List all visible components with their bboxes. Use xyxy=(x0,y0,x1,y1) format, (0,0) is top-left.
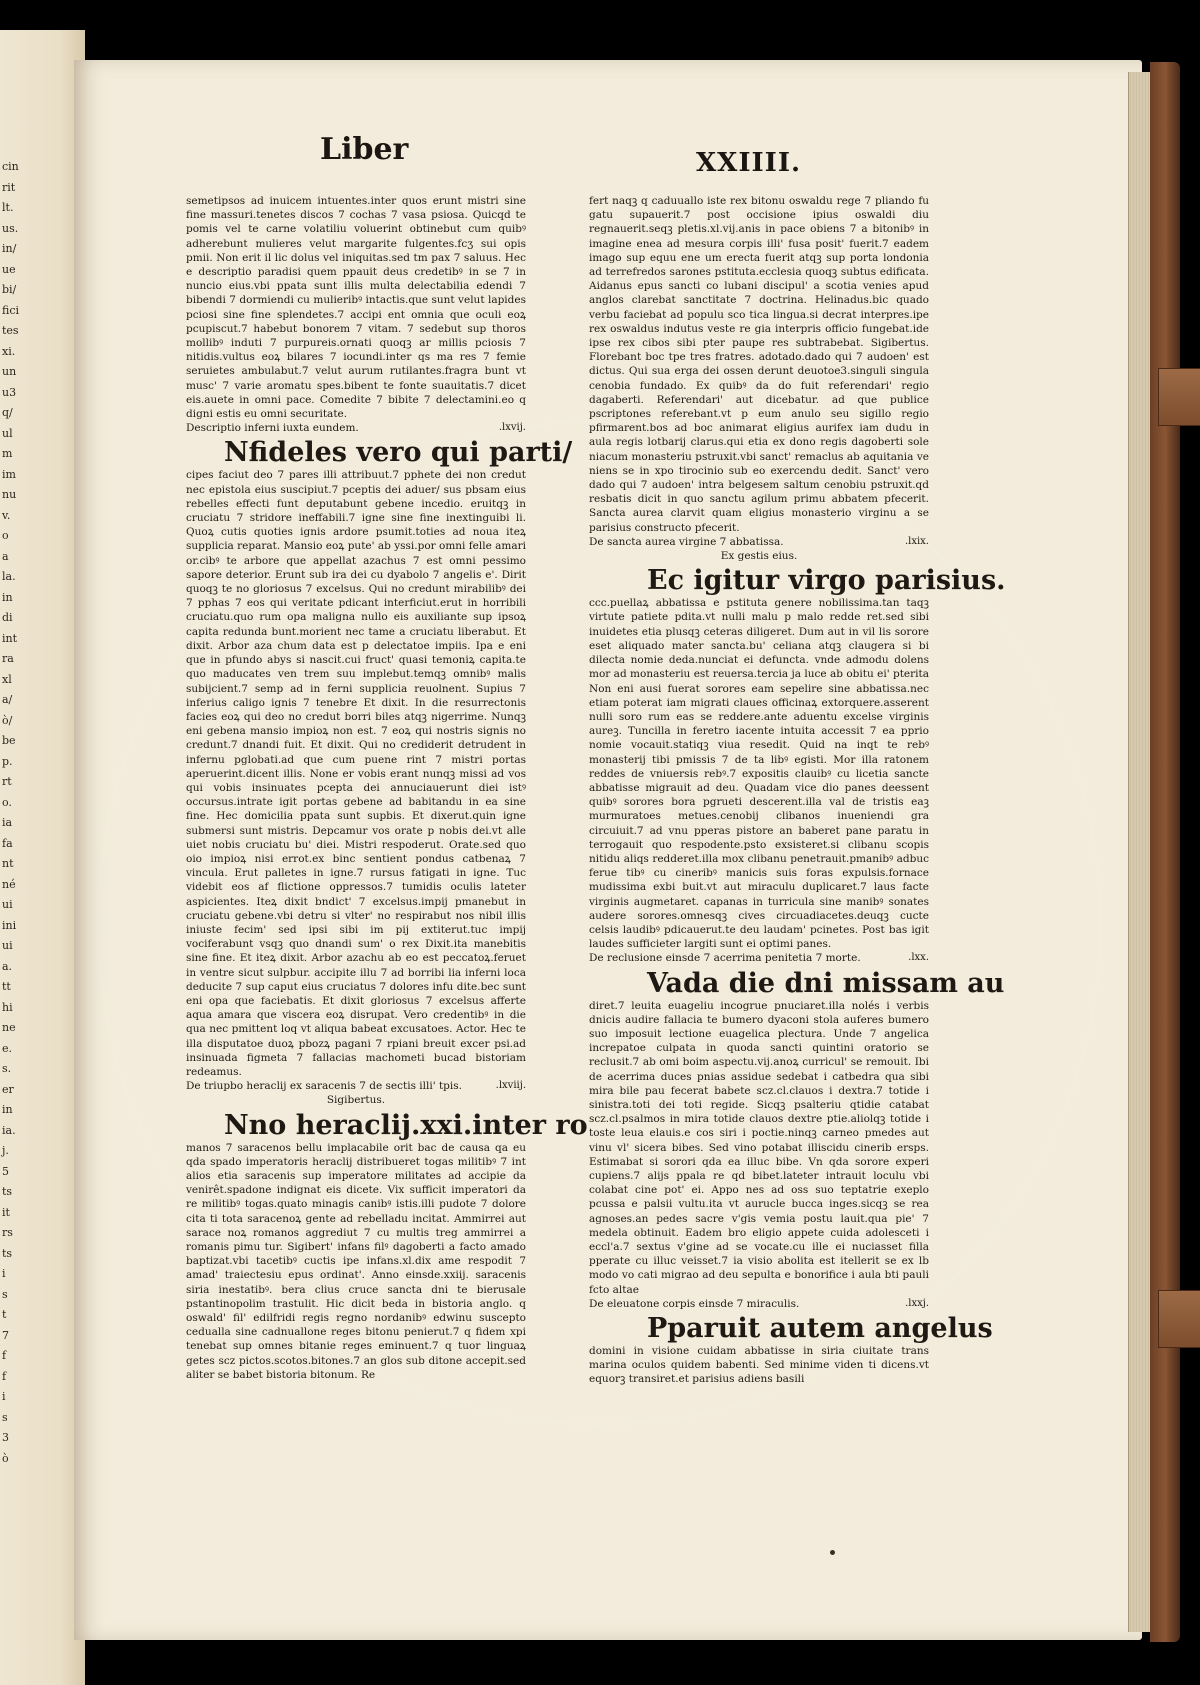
left-page-fragment: né xyxy=(2,877,16,891)
left-page-fragment: it xyxy=(2,1205,10,1219)
paragraph: manos 7 saracenos bellu implacabile orit bac de causa qa eu qda spado imperatoris heraclij distribueret togas militibꝰ 7 int alios etia saracenis sup imperatore militates ad accipie da venirêt.spadone indignat eis dicete. Vix sufficit imperatori da re militibꝰ togas.quato minagis canibꝰ istis.illi pudote 7 dolore cita ti tota saracenoꝝ gente ad rebelladu incitat. Ammirrei aut sarace noꝝ romanos aggrediut 7 cu multis treg ammirrei a romanis pimu tur. Sigibert' infans filꝰ dagoberti a facto amado baptizat.vbi tacetibꝰ cuctis ipe infans.xl.dix ame respodit 7 amad' traiectesiu epus ordinat'. Anno einsde.xxiij. saracenis siria inestatibꝰ. bera clius cruce sancta dni te bierusale pstantinopolim trastulit. Hic dicit beda in bistoria anglo. q oswald' fil' edilfridi regis regno nordanibꝰ edwinu suscepto cedualla sine cadnuallone reges bitonu penierut.7 q fidem xpi tenebat sup omnes bitanie reges eminuent.7 q tuor linguaꝝ getes scz pictos.scotos.bitones.7 an glos sub ditone accepit.sed aliter se babet bistoria bitonum. Re xyxy=(186,1141,526,1381)
running-head-left: Liber xyxy=(320,132,409,167)
left-page-fragment: t xyxy=(2,1308,7,1321)
left-page-fragment: i xyxy=(2,1267,6,1280)
left-page-fragment: 7 xyxy=(2,1328,9,1342)
left-page-fragment: rit xyxy=(2,180,16,194)
left-page-fragment: nt xyxy=(2,857,14,870)
left-page-fragment: cin xyxy=(2,160,19,173)
left-page-fragment: f xyxy=(2,1369,7,1383)
left-page-fragment: in/ xyxy=(2,242,17,255)
left-page-fragment: fici xyxy=(2,303,20,317)
page-mark-dot xyxy=(830,1550,835,1555)
chapter-number: .lxviij. xyxy=(495,1080,526,1092)
left-page-fragment: bi/ xyxy=(2,283,17,296)
left-page-fragment: er xyxy=(2,1082,14,1096)
text-column-right xyxy=(589,194,1006,1387)
left-page-fragment: ini xyxy=(2,918,17,932)
paragraph: ccc.puellaꝝ abbatissa e pstituta genere nobilissima.tan taqꝫ virtute patiete pdita.vt nulli malu p malo redde ret.sed sibi inuidetes etia plusqꝫ ceteras diligeret. Dum aut in vil lis sorore eset aliquado mater sancta.bu' celiana atqꝫ claugera si bi dilecta nomie deda.nunciat ei defuncta. vnde admodu dolens mor ad monasteriu est reuersa.tercia ja luce ab obitu ei' pterita Non eni ausi fuerat sorores eam sepelire sine abbatissa.nec etiam poterat iam migrati claues officinaꝝ extorquere.asserent nulli soro rum eas se reddere.ante aduentu excelse virginis aureꝫ. Tuncilla in feretro iacente intuita accessit 7 ea pprio nomie vocauit.statiqꝫ viua resedit. Quid na inqt te rebꝰ monasterij tibi pmissis 7 de ta libꝰ egisti. Mor illa ratonem reddes de vniuersis rebꝰ.7 expositis clauibꝰ cu licetia sancte abbatisse migrauit ad deu. Quadam vice dio panes deessent quibꝰ sorores bora pgrueti descerent.illa val de tristis eaꝫ murmuratoes metues.cenobij clibanos inueniendi gra circuiuit.7 ad vnu pperas pistore an baberet pane paratu in terrogauit quo respodente.psto exsisteret.si clibanu scopis nitidu aliqs redderet.illa mox clibanu penetrauit.pmanibꝰ adbuc ferue tibꝰ cu cineribꝰ manicis suis foras expulsis.fornace mudissima exbi buit.vt aut miraculu duplicaret.7 laus facte virginis augmetaret. capanas in turricula sine manibꝰ sonates audere sorores.omnesqꝫ cives circuadiacetes.deuqꝫ cucte celsis laudibꝰ pdicauerut.te deu laudam' pcinetes. Post bas igit laudes sufficieter largiti sunt ei optimi panes. xyxy=(589,597,929,951)
left-page-fragment: v. xyxy=(2,508,11,522)
rubric xyxy=(589,535,929,549)
left-page-fragment: s xyxy=(2,1287,8,1301)
running-head-right: XXIIII. xyxy=(696,148,802,178)
left-page-fragment: ts xyxy=(2,1246,13,1260)
initial-heading: Vada die dni missam au xyxy=(647,967,1005,999)
left-page-fragment: o. xyxy=(2,795,12,809)
paragraph: semetipsos ad inuicem intuentes.inter quos erunt mistri sine fine massuri.tenetes discos 7 cochas 7 vasa psiosa. Quicqd te pomis vel te carne volatiliu voluerint obtinebut cum quibꝰ adherebunt mulieres velut margarite fulgentes.fcʒ sui opis pmii. Non erit il lic dolus vel iniquitas.sed tm pax 7 saluus. Hec e descriptio paradisi quem ppauit deus credetibꝰ in se 7 in nuncio eius.vbi ppata sunt illis multa delectabilia edendi 7 bibendi 7 dormiendi cu mulieribꝰ intactis.que sunt velut lapides pciosi sine fine splendetes.7 accipi ent omnia que oculi eoꝝ pcupiscut.7 habebut bonorem 7 vitam. 7 sedebut sup thoros mollibꝰ induti 7 purpureis.ornati quoqꝫ ar millis pciosis 7 nitidis.vultus eoꝝ bilares 7 iocundi.inter qs ma res 7 femie seruietes ambulabut.7 velut aurum rutilantes.fragra bunt vt musc' 7 varie aromatu spes.bibent te fonte suauitatis.7 dicet eis.auete in omni pace. Comedite 7 bibite 7 delectamini.eo q digni estis eu omni securitate. xyxy=(186,195,526,421)
left-page-fragment: a. xyxy=(2,959,13,973)
left-page-fragment: int xyxy=(2,631,18,645)
left-page-fragment: ui xyxy=(2,898,13,911)
left-page-fragment: p. xyxy=(2,754,13,768)
left-page-fragment: ue xyxy=(2,262,16,276)
left-page-fragment: ò/ xyxy=(2,713,13,727)
left-page-fragment: xl xyxy=(2,672,12,686)
rubric xyxy=(589,1297,929,1311)
paragraph: diret.7 leuita euageliu incogrue pnuciaret.illa nolés i verbis dnicis audire fallacia te bumero dyaconi stola auferes bumero suo imposuit lectione euagelica plectura. Unde 7 angelica increpatoe culpata in quoda sancti quintini oratorio se reclusit.7 ab omi boim aspectu.vij.anoꝝ curricul' se remouit. Ibi de acerrima duces pnias assidue sedebat i catbedra qua sibi mira bile pau fecerat babete scz.cl.clauos i dextra.7 totide i sinistra.toti dei toti regide. Sicqꝫ psalteriu qtidie catabat scz.cl.psalmos in mira totide clauos dextre ptie.aliolqꝫ totide i toste leua elauis.e cos siri i poctie.ninqꝫ carneo pmedes aut vinu vl' sicera bibes. Sed vino potabat illiscidu cinerib ersps. Estimabat si sorori qda ea illuc bibe. Vn qda sorore experi cupiens.7 alijs ppala re qd bibet.lateter intrauit loculu vbi colabat cine pot' ei. Appo nes ad oss suo teptatrie exeplo pcussa e palsii vultu.ita vt aurucle bucca inges.sicqꝫ se rea agnoses.an pedes sacre v'gis vemia postu lauit.qua pie' 7 medela obtinuit. Eadem bro eligio appete cuida adolesceti i eccl'a.7 sextus v'gine ad se vocate.cu ille ei nuciasset filla pperate cu illuc veisset.7 ia visio abolita est itellerit se ex lb modo vo cati migrao ad deu sepulta e bonorifice i aula bti pauli fcto altae xyxy=(589,999,929,1296)
clasp-strap-lower xyxy=(1158,1290,1200,1348)
left-page-fragment: ul xyxy=(2,426,13,440)
chapter-number: .lxix. xyxy=(904,535,929,547)
left-page-fragment: in xyxy=(2,590,13,604)
clasp-strap-upper xyxy=(1158,368,1200,426)
chapter-number: .lxx. xyxy=(908,952,929,964)
source-note: Ex gestis eius. xyxy=(720,550,798,563)
left-page-fragment: ui xyxy=(2,939,13,952)
left-facing-page xyxy=(0,30,85,1685)
left-page-fragment: a/ xyxy=(2,693,13,706)
left-page-fragment: ia xyxy=(2,816,13,829)
left-page-fragment: m xyxy=(2,447,13,460)
rubric-title: De eleuatone corpis einsde 7 miraculis. xyxy=(589,1297,800,1310)
left-page-fragment: di xyxy=(2,611,13,624)
left-page-fragment: nu xyxy=(2,488,17,501)
left-page-fragment: ia. xyxy=(2,1123,16,1137)
left-page-fragment: 3 xyxy=(2,1431,9,1444)
left-page-fragment: 5 xyxy=(2,1164,9,1178)
left-page-fragment: ra xyxy=(2,652,14,665)
initial-heading: Pparuit autem angelus xyxy=(647,1313,993,1345)
left-page-fragment: un xyxy=(2,365,17,378)
left-page-fragment: i xyxy=(2,1390,6,1403)
left-page-fragment: ts xyxy=(2,1185,13,1198)
left-page-fragment: lt. xyxy=(2,201,14,214)
initial-heading: Ec igitur virgo parisius. xyxy=(647,565,1006,597)
left-page-fragment: f xyxy=(2,1349,7,1362)
paragraph: cipes faciut deo 7 pares illi attribuut.7 pphete dei non credut nec epistola eius suscipiut.7 pceptis dei aduer/ sus pbsam eius rebelles effecti funt deputabunt gebene incedio. eruitqꝫ in cruciatu 7 stridore ineffabili.7 igne sine fine inextinguibi li. Quoꝝ cutis quoties ignis ardore psumit.toties ad noua iteꝝ supplicia reparat. Mansio eoꝝ pute' ab yssi.por omni felle amari or.cibꝰ te arbore que appellat azachus 7 est omni pessimo sapore deterior. Erunt sub ira dei cu dyabolo 7 angelis e'. Dirit quoqꝫ te no gloriosus 7 excelsus. Qui no credunt mirabilibꝰ dei 7 pphas 7 eos qui veritate pdicant interficiut.erut in horribili cruciatu.quo rum opa maligna nullo eis auxiliante sup ipsoꝝ capita redunda bunt.morient nec tame a cruciatu liberabut. Et dixit. Arbor aza chum data est p delectatoe impiis. Ipa e eni que in pfundo abys si nascit.cui fruct' quasi temoniꝝ capita.te quo maducates ven trem suu implebut.temqꝫ omnibꝰ malis subijcient.7 semp ad in ferni supplicia reuolnent. Supius 7 inferius caligo ignis 7 tenebre Et dixit. In die resurrectonis facies eoꝝ qui deo no credut borri biles atqꝫ nigerrime. Nunqꝫ eni gebena mansio impioꝝ non est. 7 eoꝝ qui nostris signis no credunt.7 dnandi fuit. Et dixit. Qui no crediderit detrudent in infernu pglobati.ad que cum puene rint 7 mistri portas aperuerint.dicent illis. None er vobis erant nunqꝫ missi ad vos qui vobis insinuates pcepta dei annuciauerunt diei istꝰ occursus.intrate igit portas gebene ad babitandu in ea sine fine. Hec domicilia ppata sunt supbis. Et dixerut.quin igne submersi sunt mistris. Depcamur vos orate p nobis dei.vt alle uiet nobis cruciatu bu' diei. Mistri respoderut. Orate.sed quo oio impioꝝ nisi errot.ex binc sentient pondus catbenaꝝ 7 vincula. Erut palletes in igne.7 rursus fatigati in igne. Tuc videbit eos af flictione oppressos.7 tumidis oculis lateter aspicientes. Iteꝝ dixit bndict' 7 excelsus.impij pmanebut in cruciatu gebene.vbi detru si vlter' no respirabut nos nibil illis iniuste fecim' sed ipsi sibi im pij extiterut.tuc impij vociferabunt vsqꝫ quo dnandi sum' o rex Dixit.ita manebitis sine fine. Et iteꝝ dixit. Arbor azachu ab eo est peccatoꝝ.feruet in ventre sicut sulpbur. accipite illu 7 ad borribi lia inferni loca deducite 7 sup caput eius cruciatus 7 dolores infu dite.bec sunt eni opa que faciebatis. Et dixit gloriosus 7 excelsus afferte aqua amara que viscera eoꝝ disrupat. Vero credentibꝰ in die qua nec pmittent loq vt aliqua babeat excusatoes. Actor. Hec te illa disputatoe duoꝝ pbozꝝ pagani 7 rpiani breuit excer psi.ad insinuada figmeta 7 fallacias machometi bucad bistoriam redeamus. xyxy=(186,469,526,1078)
paragraph: domini in visione cuidam abbatisse in siria ciuitate trans marina oculos quidem babenti. Sed minime viden ti dicens.vt equorꝫ transiret.et parisius adiens basili xyxy=(589,1345,929,1386)
left-page-fragment: be xyxy=(2,734,16,747)
rubric-title: De triupbo heraclij ex saracenis 7 de sectis illi' tpis. xyxy=(186,1080,462,1093)
left-page-fragment: rs xyxy=(2,1226,13,1239)
left-page-fragment: j. xyxy=(2,1144,9,1157)
rubric-title: De reclusione einsde 7 acerrima penitetia 7 morte. xyxy=(589,952,861,965)
initial-heading: Nno heraclij.xxi.inter ro xyxy=(224,1109,588,1141)
text-column-left xyxy=(186,194,588,1382)
rubric xyxy=(589,951,929,965)
rubric-title: Descriptio inferni iuxta eundem. xyxy=(186,422,359,435)
rubric xyxy=(186,421,526,435)
left-page-fragment: in xyxy=(2,1103,13,1116)
left-page-fragment: ne xyxy=(2,1021,16,1034)
left-page-fragment: hi xyxy=(2,1000,13,1014)
chapter-number: .lxvij. xyxy=(498,422,526,434)
left-page-fragment: q/ xyxy=(2,406,13,419)
left-page-fragment: e. xyxy=(2,1041,13,1055)
left-page-fragment: tt xyxy=(2,980,11,993)
left-page-fragment: s xyxy=(2,1410,8,1424)
left-page-fragment: xi. xyxy=(2,344,16,358)
left-page-fragment: la. xyxy=(2,570,16,583)
left-page-fragment: fa xyxy=(2,836,13,850)
left-page-fragment: u3 xyxy=(2,385,17,399)
initial-heading: Nfideles vero qui parti/ xyxy=(224,437,573,469)
left-page-fragment: a xyxy=(2,549,9,563)
left-page-fragment: us. xyxy=(2,221,19,235)
paragraph: fert naqꝫ q caduuallo iste rex bitonu oswaldu rege 7 pliando fu gatu supauerit.7 post occisione ipius oswaldi diu regnauerit.seqꝫ pletis.xl.vij.anis in pace obiens 7 a bitonibꝰ in imagine enea ad mesura corpis illi' fusa posit' fuerit.7 eadem imago sup equu ene um erecta fuerit atqꝫ sup porta londonia ad terrefredos sarones pstituta.ecclesia quoqꝫ subtus edificata. Aidanus epus sancti co lubani discipul' a scotia venies apud anglos clarebat sanctitate 7 doctrina. Helinadus.bic quado verbu faciebat ad populu sco tica lingua.si decrat interpres.ipe rex oswaldus indutus veste re gia interpris officio fungebat.ide ipse rex cibos sibi pter paupe res subtrabebat. Sigibertus. Florebant boc tpe tres fratres. adotado.dado qui 7 audoen' est dictus. Qui sua erga dei ossen derunt deuotoe3.singuli singula cenobia fundado. Ex quibꝰ da do fuit referendari' regio dagaberti. Referendari' aut dicebatur. ad que publice pscriptones referebant.vt p eum anulo seu sigillo regio pfirmarent.bos ad boc animarat eligius aurifex iam dudu in aula regis lotbarij clarus.qui etia ex dono regis dagoberti sole niacum monasteriu pstruxit.vbi sanct' remaclus ab aquitania ve niens se in xpo tirocinio sub eo exercendu dedit. Sanct' vero dado qui 7 audoen' intra belgesem saltum cenobiu pstruxit.qd resbatis dicit in quo sanctu agilum primu abbatem pfecerit. Sancta aurea clarvit quam eligius monasterio virginu a se parisius constructo pfecerit. xyxy=(589,195,929,534)
book-cover-edge xyxy=(1150,62,1180,1642)
source-note: Sigibertus. xyxy=(326,1094,386,1107)
left-page-fragment: s. xyxy=(2,1062,12,1075)
left-page-fragment: im xyxy=(2,467,16,481)
left-page-fragment: tes xyxy=(2,324,19,337)
left-page-fragment: o xyxy=(2,529,9,542)
left-page-fragment: rt xyxy=(2,775,12,788)
rubric xyxy=(186,1079,526,1093)
chapter-number: .lxxj. xyxy=(905,1297,929,1309)
left-page-fragment: ò xyxy=(2,1451,9,1465)
rubric-title: De sancta aurea virgine 7 abbatissa. xyxy=(589,535,784,548)
